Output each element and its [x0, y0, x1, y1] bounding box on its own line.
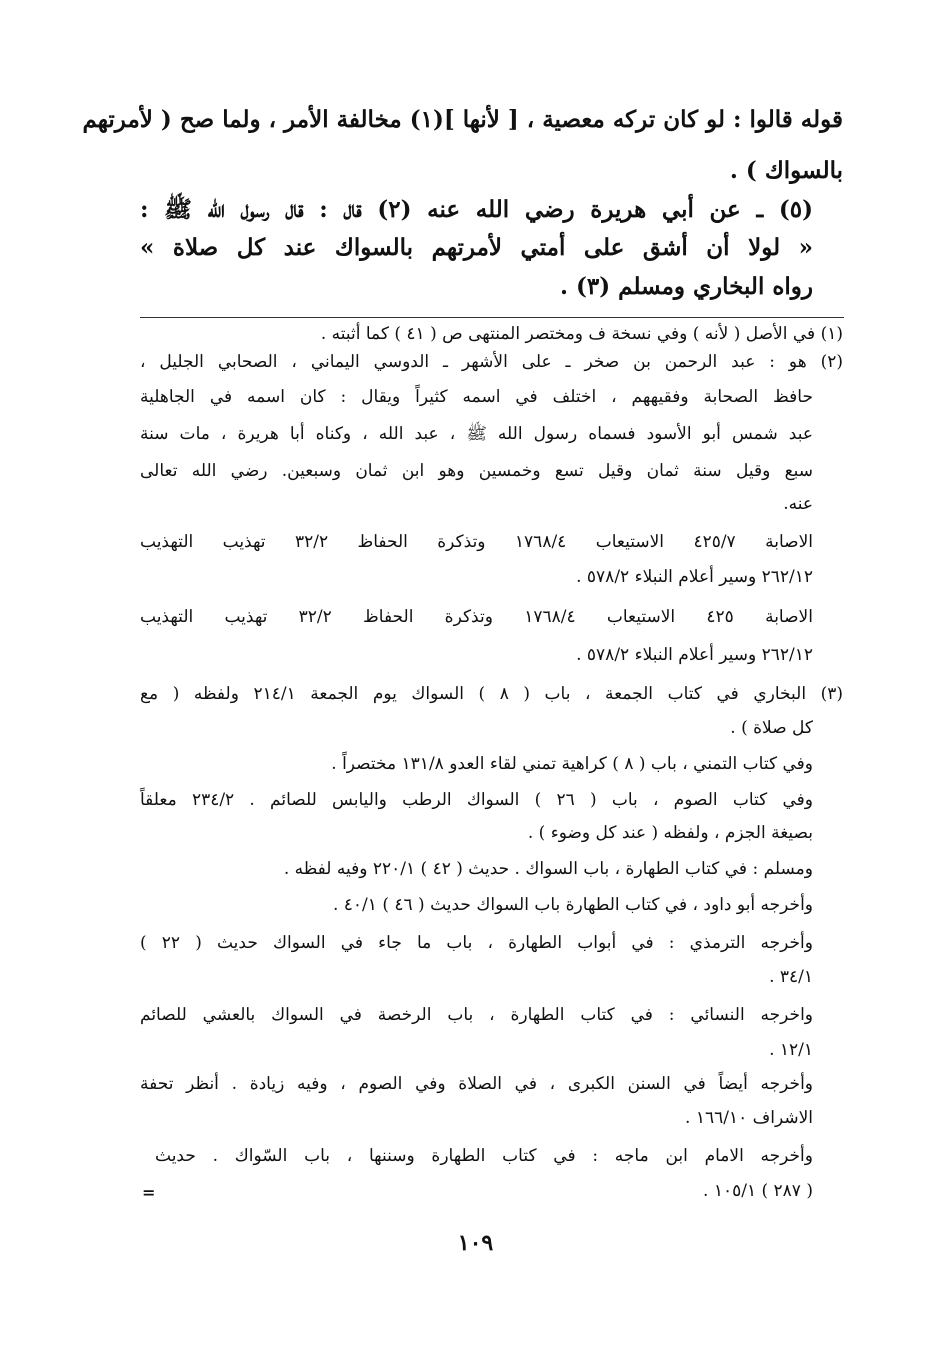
footnote-line: عبد شمس أبو الأسود فسماه رسول الله ﷺ ، عبد الله ، وكناه أبا هريرة ، مات سنة — [140, 424, 813, 444]
footnote-line: بصيغة الجزم ، ولفظه ( عند كل وضوء ) . — [527, 823, 813, 843]
footnote-line: وفي كتاب الصوم ، باب ( ٢٦ ) السواك الرطب واليابس للصائم . ٢٣٤/٢ معلقاً — [140, 790, 813, 810]
footnote-line: سبع وقيل سنة ثمان وقيل تسع وخمسين وهو ابن ثمان وسبعين. رضي الله تعالى — [140, 461, 813, 481]
main-text-line-2: بالسواك ) . — [729, 157, 843, 184]
footnote-line: (١) في الأصل ( لأنه ) وفي نسخة ف ومختصر المنتهى ص ( ٤١ ) كما أثبته . — [320, 324, 843, 344]
footnote-line: وأخرجه الترمذي : في أبواب الطهارة ، باب ما جاء في السواك حديث ( ٢٢ ) — [140, 933, 813, 953]
hadith-line-1: (٥) ـ عن أبي هريرة رضي الله عنه (٢) قال : قال رسول الله ﷺ : — [140, 196, 813, 223]
footnote-line: ٣٤/١ . — [769, 967, 813, 987]
footnote-line: وفي كتاب التمني ، باب ( ٨ ) كراهية تمني لقاء العدو ١٣١/٨ مختصراً . — [331, 754, 813, 774]
footnote-line: ( ٢٨٧ ) ١٠٥/١ . — [703, 1181, 813, 1201]
footnote-line: (٣) البخاري في كتاب الجمعة ، باب ( ٨ ) السواك يوم الجمعة ٢١٤/١ ولفظه ( مع — [140, 684, 844, 704]
hadith-line-2: « لولا أن أشق على أمتي لأمرتهم بالسواك عند كل صلاة » — [140, 234, 813, 261]
main-text-line-1: قوله قالوا : لو كان تركه معصية ، [ لأنها ](١) مخالفة الأمر ، ولما صح ( لأمرتهم — [82, 106, 843, 133]
hadith-line-3: رواه البخاري ومسلم (٣) . — [560, 273, 813, 300]
footnote-line: ١٢/١ . — [769, 1040, 813, 1060]
footnote-line: (٢) هو : عبد الرحمن بن صخر ـ على الأشهر ـ الدوسي اليماني ، الصحابي الجليل ، — [140, 352, 843, 372]
footnote-line: الاصابة ٤٢٥ الاستيعاب ١٧٦٨/٤ وتذكرة الحفاظ ٣٢/٢ تهذيب التهذيب — [140, 607, 813, 627]
footnote-line: ٢٦٢/١٢ وسير أعلام النبلاء ٥٧٨/٢ . — [576, 645, 813, 665]
footnote-line: ومسلم : في كتاب الطهارة ، باب السواك . حديث ( ٤٢ ) ٢٢٠/١ وفيه لفظه . — [283, 859, 813, 879]
continuation-marker: = — [142, 1183, 156, 1202]
footnote-line: حافظ الصحابة وفقيههم ، اختلف في اسمه كثيراً ويقال : كان اسمه في الجاهلية — [140, 387, 813, 407]
footnote-line: وأخرجه أيضاً في السنن الكبرى ، في الصلاة وفي الصوم ، وفيه زيادة . أنظر تحفة — [140, 1074, 813, 1094]
footnote-line: وأخرجه أبو داود ، في كتاب الطهارة باب السواك حديث ( ٤٦ ) ٤٠/١ . — [332, 895, 813, 915]
footnote-line: واخرجه النسائي : في كتاب الطهارة ، باب الرخصة في السواك بالعشي للصائم — [140, 1005, 813, 1025]
footnote-separator — [140, 317, 844, 318]
footnote-line: الاشراف ١٦٦/١٠ . — [685, 1108, 813, 1128]
footnote-line: الاصابة ٤٢٥/٧ الاستيعاب ١٧٦٨/٤ وتذكرة الحفاظ ٣٢/٢ تهذيب التهذيب — [140, 532, 813, 552]
footnote-line: وأخرجه الامام ابن ماجه : في كتاب الطهارة وسننها ، باب السّواك . حديث — [155, 1146, 813, 1166]
page-number: ١٠٩ — [457, 1230, 494, 1256]
footnote-line: ٢٦٢/١٢ وسير أعلام النبلاء ٥٧٨/٢ . — [576, 567, 813, 587]
footnote-line: عنه. — [783, 494, 813, 514]
footnote-line: كل صلاة ) . — [730, 718, 813, 738]
